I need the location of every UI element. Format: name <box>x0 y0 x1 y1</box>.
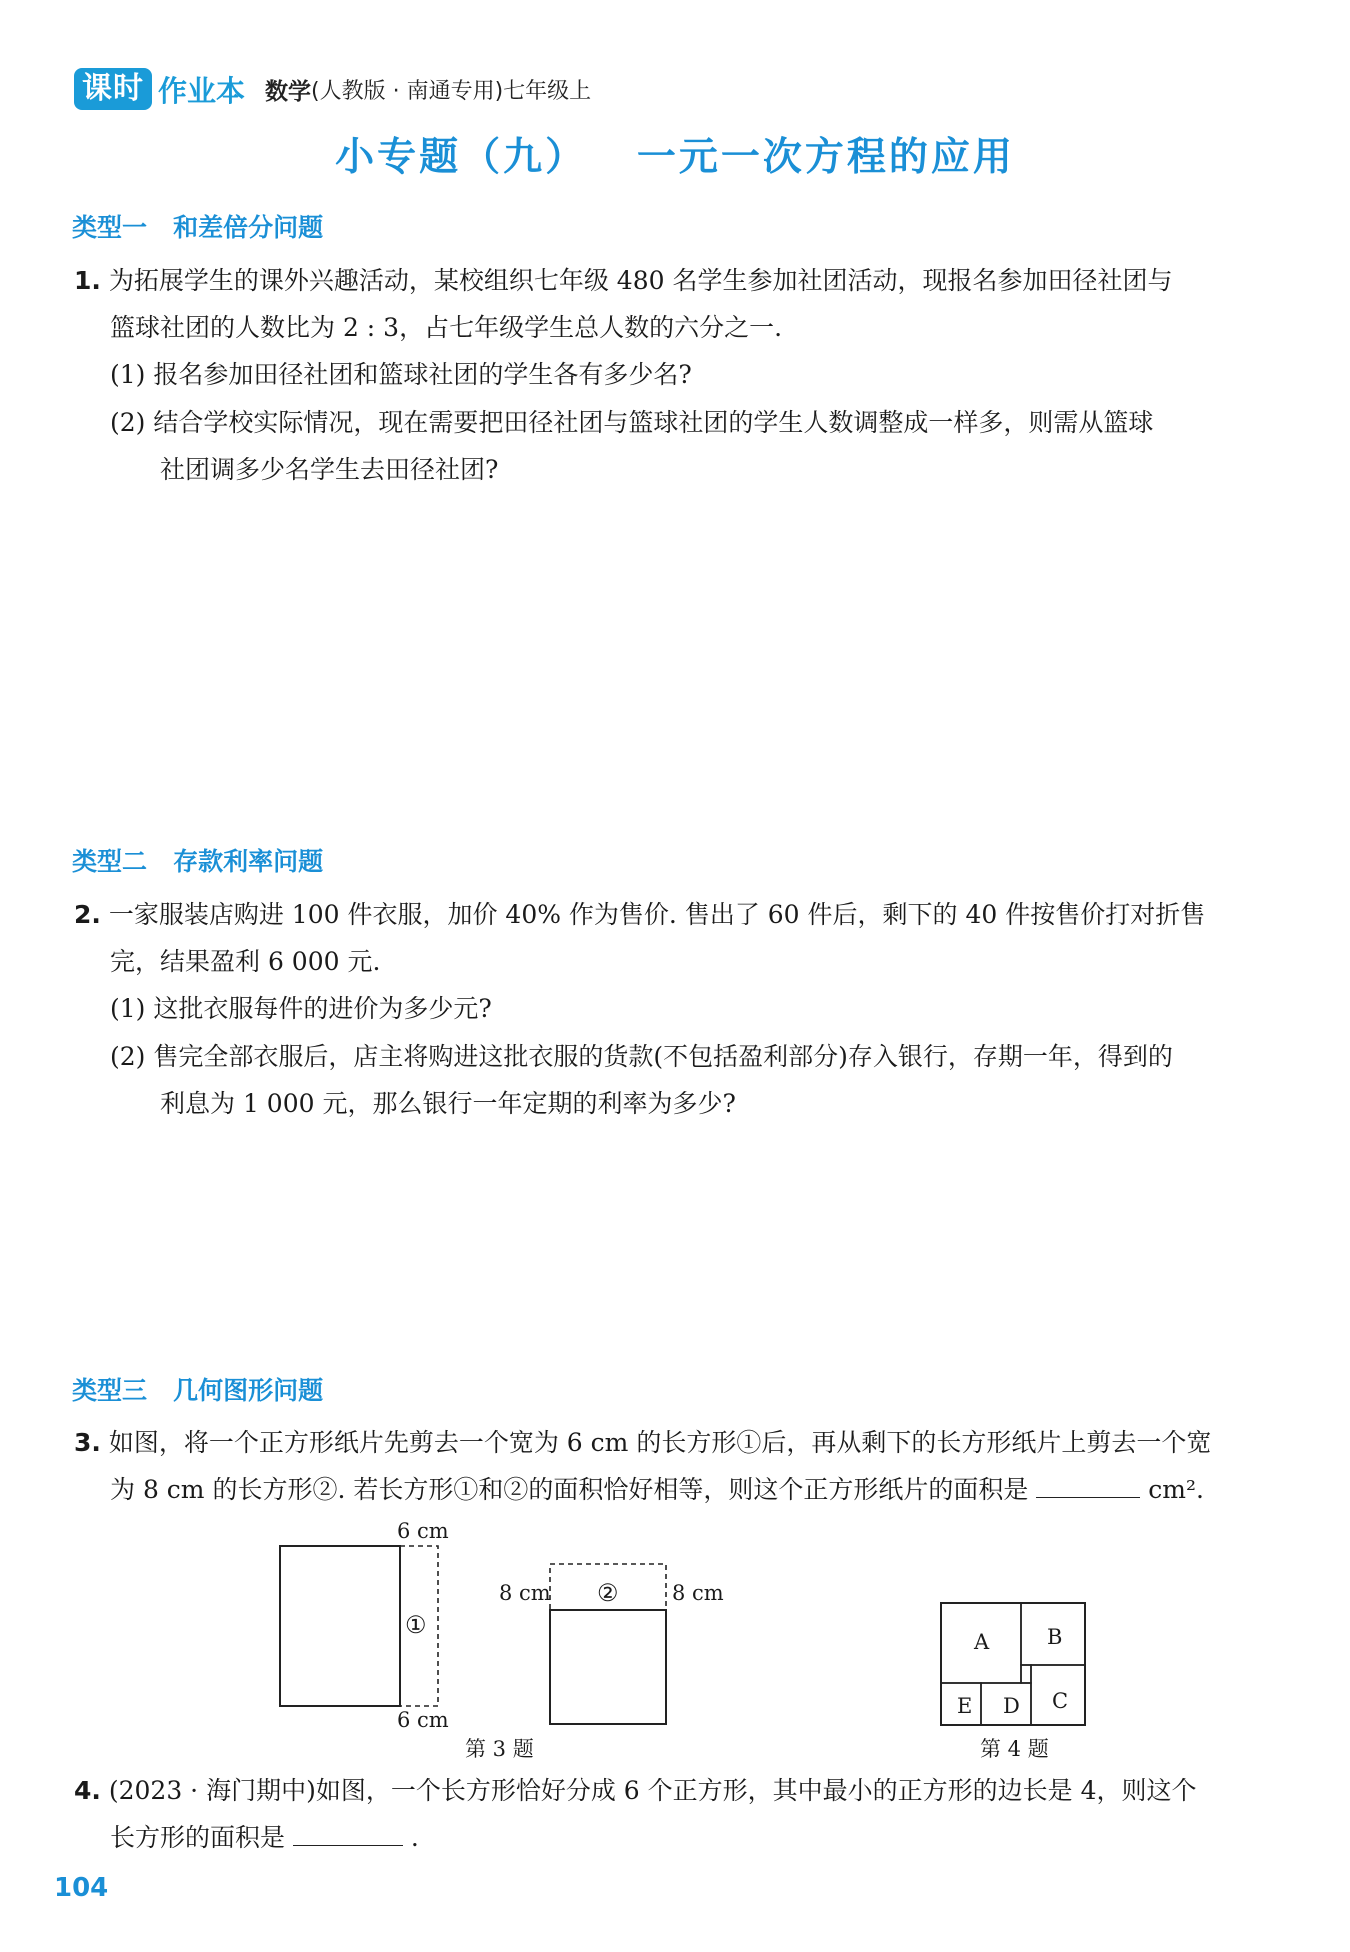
section-heading-2: 类型二 存款利率问题 <box>72 847 324 876</box>
page-title: 小专题（九） 一元一次方程的应用 <box>335 134 1015 180</box>
question-number: 3. <box>74 1428 101 1457</box>
figure-3b-right-label: 8 cm <box>672 1581 724 1605</box>
answer-blank[interactable] <box>293 1821 403 1846</box>
unit-text: cm². <box>1148 1475 1204 1504</box>
question-1-sub2-line1: (2) 结合学校实际情况，现在需要把田径社团与篮球社团的学生人数调整成一样多，则需从篮球 <box>110 408 1154 437</box>
question-1-sub2-line2: 社团调多少名学生去田径社团? <box>160 455 499 484</box>
question-4-line1 <box>74 1768 1197 1814</box>
question-1-line1 <box>74 258 1172 304</box>
question-text: 一家服装店购进 100 件衣服，加价 40% 作为售价. 售出了 60 件后，剩下的 40 件按售价打对折售 <box>108 900 1206 929</box>
section-heading-3: 类型三 几何图形问题 <box>72 1376 324 1405</box>
book-edition: (人教版 · 南通专用)七年级上 <box>311 78 592 104</box>
question-text-end: . <box>410 1823 419 1852</box>
section-heading-1: 类型一 和差倍分问题 <box>72 213 324 242</box>
figure-3b-circle-label: ② <box>597 1579 619 1607</box>
figure-4-label-c: C <box>1052 1689 1069 1713</box>
answer-blank[interactable] <box>1036 1473 1140 1498</box>
question-1-line2: 篮球社团的人数比为 2 : 3，占七年级学生总人数的六分之一. <box>110 313 783 342</box>
question-number: 4. <box>74 1776 101 1805</box>
question-2-line2: 完，结果盈利 6 000 元. <box>110 947 381 976</box>
book-header <box>74 66 591 112</box>
question-text: 为拓展学生的课外兴趣活动，某校组织七年级 480 名学生参加社团活动，现报名参加田径社团与 <box>108 266 1173 295</box>
question-text: (2023 · 海门期中)如图，一个长方形恰好分成 6 个正方形，其中最小的正方形的边长是 4，则这个 <box>108 1776 1197 1805</box>
question-2-sub1: (1) 这批衣服每件的进价为多少元? <box>110 994 492 1023</box>
question-text: 为 8 cm 的长方形②. 若长方形①和②的面积恰好相等，则这个正方形纸片的面积是 <box>110 1475 1029 1504</box>
figure-3a-circle-label: ① <box>405 1611 427 1639</box>
figure-4-caption: 第 4 题 <box>980 1737 1049 1761</box>
question-2-line1 <box>74 892 1205 938</box>
page-number: 104 <box>54 1873 109 1903</box>
figure-3a-bottom-label: 6 cm <box>397 1708 449 1732</box>
question-text: 如图，将一个正方形纸片先剪去一个宽为 6 cm 的长方形①后，再从剩下的长方形纸片上剪去一个宽 <box>108 1428 1212 1457</box>
figure-3b-left-label: 8 cm <box>499 1581 551 1605</box>
question-4-line2 <box>110 1815 419 1861</box>
question-2-sub2-line2: 利息为 1 000 元，那么银行一年定期的利率为多少? <box>160 1089 736 1118</box>
question-number: 1. <box>74 266 101 295</box>
square-small <box>1021 1665 1031 1683</box>
remaining-rectangle <box>550 1610 666 1724</box>
figure-4-label-e: E <box>957 1694 973 1718</box>
figure-3a-top-label: 6 cm <box>397 1519 449 1543</box>
question-2-sub2-line1: (2) 售完全部衣服后，店主将购进这批衣服的货款(不包括盈利部分)存入银行，存期一年，得到的 <box>110 1042 1173 1071</box>
brand-logo: 课时 <box>74 68 152 110</box>
figure-4-label-d: D <box>1003 1694 1020 1718</box>
figure-4-label-b: B <box>1047 1625 1063 1649</box>
figure-3-caption: 第 3 题 <box>465 1737 534 1761</box>
question-number: 2. <box>74 900 101 929</box>
brand-name: 作业本 <box>158 73 246 108</box>
question-text: 长方形的面积是 <box>110 1823 286 1852</box>
book-subject: 数学 <box>265 78 312 105</box>
figure-4-label-a: A <box>974 1630 990 1654</box>
remaining-rectangle <box>280 1546 400 1706</box>
question-1-sub1: (1) 报名参加田径社团和篮球社团的学生各有多少名? <box>110 360 692 389</box>
question-3-line2 <box>110 1467 1204 1513</box>
question-3-line1 <box>74 1420 1211 1466</box>
